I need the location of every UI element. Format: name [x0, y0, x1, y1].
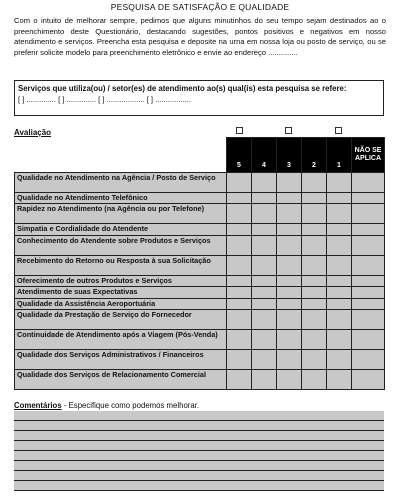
rating-cell-na[interactable]: [352, 287, 385, 298]
rating-cell-4[interactable]: [252, 224, 277, 235]
rating-cell-5[interactable]: [227, 235, 252, 255]
rating-cell-3[interactable]: [277, 287, 302, 298]
criterion-label: Qualidade dos Serviços de Relacionamento Comercial: [15, 370, 227, 390]
table-row: [15, 173, 385, 193]
rating-cell-1[interactable]: [327, 350, 352, 370]
criterion-label: Continuidade de Atendimento após a Viagem (Pós-Venda): [15, 330, 227, 350]
services-options[interactable]: [ ] .............. [ ] .............. [ ] .................. [ ] .................: [18, 94, 192, 104]
rating-cell-4[interactable]: [252, 193, 277, 204]
rating-cell-2[interactable]: [302, 224, 327, 235]
checkbox-icon[interactable]: [285, 127, 292, 134]
rating-cell-2[interactable]: [302, 330, 327, 350]
rating-cell-3[interactable]: [277, 310, 302, 330]
rating-table: [14, 137, 385, 390]
rating-cell-4[interactable]: [252, 255, 277, 275]
rating-cell-5[interactable]: [227, 193, 252, 204]
criterion-label: Recebimento do Retorno ou Resposta à sua Solicitação: [15, 255, 227, 275]
rating-cell-3[interactable]: [277, 350, 302, 370]
checkbox-icon[interactable]: [236, 127, 243, 134]
rating-cell-na[interactable]: [352, 204, 385, 224]
rating-cell-2[interactable]: [302, 370, 327, 390]
rating-cell-na[interactable]: [352, 330, 385, 350]
services-box: [14, 80, 384, 116]
rating-cell-na[interactable]: [352, 275, 385, 286]
rating-cell-1[interactable]: [327, 275, 352, 286]
table-row: [15, 330, 385, 350]
rating-cell-3[interactable]: [277, 224, 302, 235]
criterion-label: Qualidade da Assistência Aeroportuária: [15, 298, 227, 309]
criterion-label: Simpatia e Cordialidade do Atendente: [15, 224, 227, 235]
comments-hint: - Especifique como podemos melhorar.: [61, 401, 200, 410]
rating-cell-5[interactable]: [227, 330, 252, 350]
table-row: [15, 350, 385, 370]
rating-cell-2[interactable]: [302, 350, 327, 370]
comments-label: [14, 401, 199, 410]
rating-cell-5[interactable]: [227, 370, 252, 390]
rating-cell-3[interactable]: [277, 330, 302, 350]
rating-cell-1[interactable]: [327, 310, 352, 330]
intro-text: Com o intuito de melhorar sempre, pedimos que alguns minutinhos do seu tempo sejam destinados ao o preenchimento deste Questionário, destacando sugestões, pontos positivos e negativos em nosso atendimento e serviços. Preencha esta pesquisa e deposite na urna em nossa loja ou posto de serviço, ou se preferir solicite modelo para preenchimento eletrônico e envie ao endereço ..............: [14, 16, 386, 57]
rating-cell-3[interactable]: [277, 235, 302, 255]
scale-header-4: 4: [252, 138, 277, 173]
table-row: [15, 287, 385, 298]
rating-cell-5[interactable]: [227, 173, 252, 193]
rating-cell-4[interactable]: [252, 330, 277, 350]
rating-cell-1[interactable]: [327, 173, 352, 193]
comment-line[interactable]: [14, 481, 384, 491]
rating-cell-1[interactable]: [327, 330, 352, 350]
comment-line[interactable]: [14, 431, 384, 441]
rating-cell-1[interactable]: [327, 370, 352, 390]
rating-cell-2[interactable]: [302, 255, 327, 275]
rating-cell-na[interactable]: [352, 235, 385, 255]
rating-cell-2[interactable]: [302, 235, 327, 255]
rating-cell-2[interactable]: [302, 287, 327, 298]
scale-header-5: 5: [227, 138, 252, 173]
rating-cell-1[interactable]: [327, 224, 352, 235]
rating-cell-na[interactable]: [352, 298, 385, 309]
criterion-label: Rapidez no Atendimento (na Agência ou por Telefone): [15, 204, 227, 224]
not-applicable-header: NÃO SE APLICA: [352, 138, 385, 173]
table-row: [15, 224, 385, 235]
rating-cell-na[interactable]: [352, 173, 385, 193]
rating-cell-5[interactable]: [227, 298, 252, 309]
comment-line[interactable]: [14, 441, 384, 451]
table-row: [15, 235, 385, 255]
rating-cell-na[interactable]: [352, 193, 385, 204]
comment-line[interactable]: [14, 471, 384, 481]
comments-title: Comentários: [14, 401, 62, 410]
rating-cell-5[interactable]: [227, 204, 252, 224]
criterion-label: Qualidade dos Serviços Administrativos / Financeiros: [15, 350, 227, 370]
rating-cell-4[interactable]: [252, 275, 277, 286]
comment-line[interactable]: [14, 421, 384, 431]
comment-line[interactable]: [14, 411, 384, 421]
table-row: [15, 370, 385, 390]
comment-line[interactable]: [14, 461, 384, 471]
rating-cell-3[interactable]: [277, 370, 302, 390]
rating-cell-3[interactable]: [277, 173, 302, 193]
scale-header-2: 2: [302, 138, 327, 173]
rating-cell-1[interactable]: [327, 193, 352, 204]
rating-cell-1[interactable]: [327, 255, 352, 275]
rating-cell-5[interactable]: [227, 255, 252, 275]
criterion-label: Qualidade no Atendimento na Agência / Posto de Serviço: [15, 173, 227, 193]
table-row: [15, 255, 385, 275]
comments-area[interactable]: [14, 411, 384, 491]
rating-cell-na[interactable]: [352, 310, 385, 330]
criterion-label: Qualidade no Atendimento Telefônico: [15, 193, 227, 204]
criterion-label: Conhecimento do Atendente sobre Produtos e Serviços: [15, 235, 227, 255]
rating-cell-3[interactable]: [277, 255, 302, 275]
rating-cell-3[interactable]: [277, 275, 302, 286]
rating-cell-5[interactable]: [227, 287, 252, 298]
rating-cell-2[interactable]: [302, 193, 327, 204]
rating-cell-5[interactable]: [227, 275, 252, 286]
rating-cell-4[interactable]: [252, 173, 277, 193]
criterion-label: Oferecimento de outros Produtos e Serviços: [15, 275, 227, 286]
rating-cell-4[interactable]: [252, 287, 277, 298]
rating-cell-4[interactable]: [252, 350, 277, 370]
rating-cell-2[interactable]: [302, 275, 327, 286]
form-title: PESQUISA DE SATISFAÇÃO E QUALIDADE: [110, 2, 290, 12]
rating-cell-4[interactable]: [252, 310, 277, 330]
table-row: [15, 310, 385, 330]
rating-cell-4[interactable]: [252, 235, 277, 255]
table-row: [15, 193, 385, 204]
rating-cell-3[interactable]: [277, 298, 302, 309]
rating-cell-na[interactable]: [352, 224, 385, 235]
rating-cell-na[interactable]: [352, 350, 385, 370]
rating-cell-2[interactable]: [302, 298, 327, 309]
rating-cell-5[interactable]: [227, 224, 252, 235]
scale-header-3: 3: [277, 138, 302, 173]
criterion-label: Atendimento de suas Expectativas: [15, 287, 227, 298]
comment-line[interactable]: [14, 451, 384, 461]
rating-cell-1[interactable]: [327, 204, 352, 224]
criterion-label: Qualidade da Prestação de Serviço do Fornecedor: [15, 310, 227, 330]
rating-cell-1[interactable]: [327, 235, 352, 255]
scale-header-1: 1: [327, 138, 352, 173]
rating-cell-4[interactable]: [252, 370, 277, 390]
rating-cell-5[interactable]: [227, 350, 252, 370]
rating-cell-2[interactable]: [302, 173, 327, 193]
rating-cell-4[interactable]: [252, 298, 277, 309]
rating-cell-1[interactable]: [327, 287, 352, 298]
rating-cell-1[interactable]: [327, 298, 352, 309]
rating-cell-na[interactable]: [352, 255, 385, 275]
table-row: [15, 204, 385, 224]
checkbox-icon[interactable]: [335, 127, 342, 134]
rating-cell-3[interactable]: [277, 204, 302, 224]
table-row: [15, 298, 385, 309]
services-question: Serviços que utiliza(ou) / setor(es) de atendimento ao(s) qual(is) esta pesquisa se refere:: [18, 84, 347, 93]
rating-cell-3[interactable]: [277, 193, 302, 204]
rating-cell-4[interactable]: [252, 204, 277, 224]
rating-cell-5[interactable]: [227, 310, 252, 330]
rating-cell-na[interactable]: [352, 370, 385, 390]
table-corner: [15, 138, 227, 173]
evaluation-label: Avaliação: [14, 128, 52, 137]
rating-cell-2[interactable]: [302, 204, 327, 224]
table-row: [15, 275, 385, 286]
rating-cell-2[interactable]: [302, 310, 327, 330]
